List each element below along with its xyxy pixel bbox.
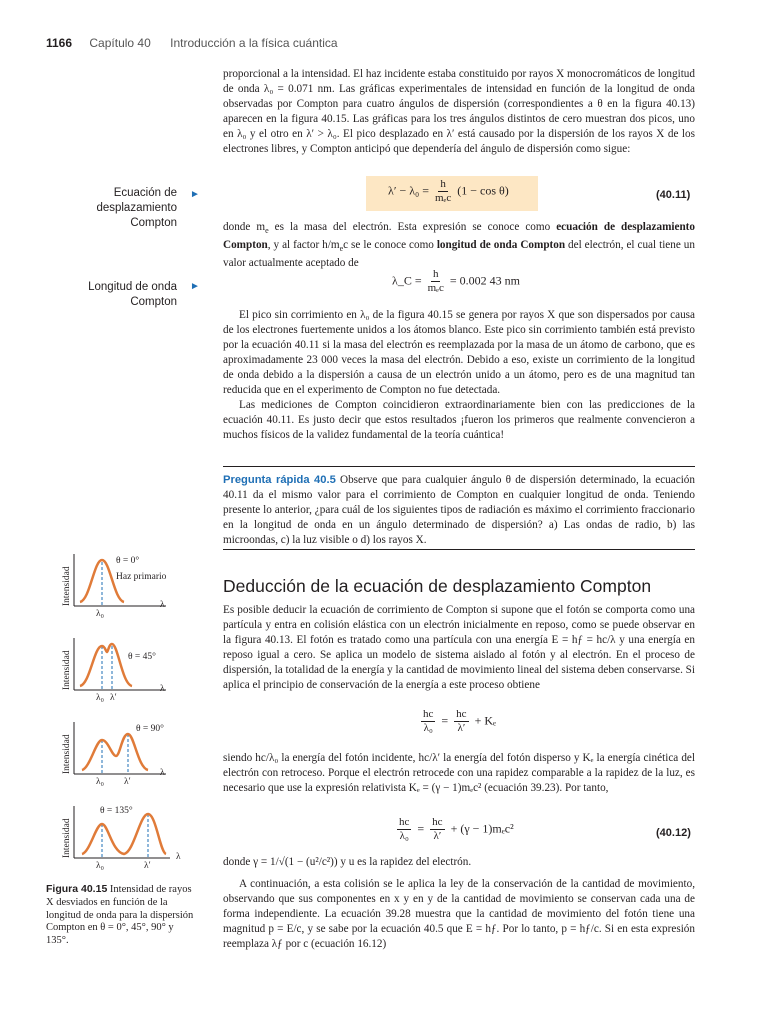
lambdap-label: λ′ xyxy=(110,693,117,703)
lambda0-label: λ₀ xyxy=(96,861,104,871)
intensity-curve xyxy=(82,734,148,770)
caption-label: Figura 40.15 xyxy=(46,883,108,895)
fraction-numerator: hc xyxy=(432,816,443,828)
figure-caption xyxy=(46,883,196,948)
equation-number-40-12: (40.12) xyxy=(656,827,691,839)
lambda0-label: λ₀ xyxy=(96,609,104,619)
equation-40-11 xyxy=(388,178,509,205)
fraction-numerator: hc xyxy=(423,708,434,720)
fraction-denominator: mₑc xyxy=(434,192,452,204)
paragraph-compton-definition xyxy=(223,220,695,271)
fraction xyxy=(454,708,468,735)
page-number: 1166 xyxy=(46,36,73,50)
equation-number-40-11: (40.11) xyxy=(656,189,691,201)
divider xyxy=(223,466,695,467)
intro-text: proporcional a la intensidad. El haz incidente estaba constituido por rayos X monocromáticos de longitud de onda λ₀ = 0.071 nm. Las gráficas experimentales de intensidad en función de la longitud de onda observadas por Compton para cuatro ángulos de dispersión (correspondientes a θ en la figura 40.13) aparecen en la figura 40.15. Las gráficas para los tres ángulos distintos de cero muestran dos picos, uno en λ₀ y el otro en λ′ > λ₀. El pico desplazado en λ′ está causado por la dispersión de los rayos X de los electrones libres, y Compton anticipó que dependería del ángulo de dispersión como sigue: xyxy=(223,68,695,155)
margin-note-compton-shift: Ecuación de desplazamiento Compton xyxy=(96,187,177,229)
angle-label: θ = 90° xyxy=(136,724,164,734)
angle-label: θ = 135° xyxy=(100,806,133,816)
x-axis-label: λ xyxy=(160,768,165,778)
fraction-denominator: λ′ xyxy=(457,722,466,734)
page-header xyxy=(46,36,338,50)
intensity-curve xyxy=(80,644,132,686)
derivation-text: Es posible deducir la ecuación de corrimiento de Compton si supone que el fotón se comporta como una partícula y entra en colisión elástica con un electrón inicialmente en reposo, como se puede observar en la figura 40.13. El fotón es tratado como una partícula con una energía E = hƒ = hc/λ y una energía en reposo igual a cero. Se aplica un modelo de sistema aislado al fotón y al electrón. En el proceso de dispersión, la totalidad de la energía y la cantidad de movimiento lineal del sistema deben conservarse. Si aplica el principio de conservación de la energía a este proceso obtiene xyxy=(223,604,696,691)
fraction-numerator: h xyxy=(432,268,439,280)
quick-quiz xyxy=(223,473,695,548)
definition-text: donde $m_e$ es la masa del electrón. Esta expresión se conoce como ecuación de desplazamiento Compton, y al factor $h/m_ec$ se le conoce como longitud de onda Compton del electrón, el cual tiene un valor actualmente aceptado de xyxy=(223,221,696,270)
text-segment: del electrón, el cual tiene un valor actualmente aceptado de xyxy=(223,239,695,270)
chapter-label: Capítulo 40 xyxy=(89,36,151,50)
quick-quiz-label: Pregunta rápida 40.5 xyxy=(223,474,336,486)
lambdap-label: λ′ xyxy=(144,861,151,871)
angle-label: θ = 0° xyxy=(116,556,140,566)
chapter-title: Introducción a la física cuántica xyxy=(170,36,338,50)
x-axis-label: λ xyxy=(160,600,165,610)
fraction-denominator: mₑc xyxy=(427,282,444,294)
divider xyxy=(223,549,695,550)
equation-40-12 xyxy=(394,816,514,843)
eq-tail: + (γ − 1)mₑc² xyxy=(450,821,514,836)
figure-panel-45 xyxy=(60,632,190,708)
arrow-right-icon: ► xyxy=(190,281,200,292)
paragraph-momentum xyxy=(223,877,695,952)
eq-right: = 0.002 43 nm xyxy=(449,273,520,288)
quick-quiz-text xyxy=(223,473,695,548)
margin-note-compton-wavelength: Longitud de onda Compton xyxy=(88,281,177,308)
arrow-right-icon: ► xyxy=(190,189,200,200)
figure-panel-135 xyxy=(60,800,190,876)
fraction-denominator: λ′ xyxy=(433,830,442,842)
y-axis-label: Intensidad xyxy=(62,734,72,774)
bold-term-compton-shift: ecuación de desplazamiento Compton xyxy=(223,221,696,252)
paragraph-energies xyxy=(223,751,695,796)
paragraph-gamma xyxy=(223,855,695,870)
eq-right: (1 − cos θ) xyxy=(457,183,509,198)
caption-text: Intensidad de rayos X desviados en función de la longitud de onda para la dispersión Compton en θ = 0°, 45°, 90° y 135°. xyxy=(46,884,194,947)
fraction xyxy=(421,708,435,735)
y-axis-label: Intensidad xyxy=(62,566,72,606)
lambda0-label: λ₀ xyxy=(96,777,104,787)
figure-panel-0 xyxy=(60,548,190,624)
fraction-denominator: λ₀ xyxy=(423,722,433,734)
lambdap-label: λ′ xyxy=(124,777,131,787)
eq-tail: + Kₑ xyxy=(474,713,497,728)
eq-equals: = xyxy=(417,821,425,836)
quick-quiz-body: Observe que para cualquier ángulo θ de dispersión determinado, la ecuación 40.11 da el mismo valor para el corrimiento de Compton en cualquier longitud de onda. Teniendo presente lo anterior, ¿para cuál de los siguientes tipos de radiación es máximo el corrimiento fraccionario en la longitud de onda en un ángulo determinado de dispersión? a) Las ondas de radio, b) las microondas, c) la luz visible o d) los rayos X. xyxy=(223,474,695,546)
primary-beam-label: Haz primario xyxy=(116,572,167,582)
fraction xyxy=(397,816,411,843)
fraction xyxy=(430,816,444,843)
bold-term-compton-wavelength: longitud de onda Compton xyxy=(436,239,566,252)
fraction-numerator: hc xyxy=(456,708,467,720)
y-axis-label: Intensidad xyxy=(62,818,72,858)
y-axis-label: Intensidad xyxy=(62,650,72,690)
energies-text: siendo hc/λ₀ la energía del fotón incidente, hc/λ′ la energía del fotón disperso y Kₑ la energía cinética del electrón con retroceso. Porque el electrón retrocede con una rapidez comparable a la rapidez de la luz, es necesario que use la expresión relativista Kₑ = (γ − 1)mₑc² (ecuación 39.23). Por tanto, xyxy=(223,752,695,794)
text-segment: donde m xyxy=(223,221,266,233)
section-title: Deducción de la ecuación de desplazamiento Compton xyxy=(223,576,652,596)
text-segment: es la masa del electrón. Esta expresión se conoce como xyxy=(268,221,557,233)
gamma-text: donde γ = 1/√(1 − (u²/c²)) y u es la rapidez del electrón. xyxy=(223,856,472,868)
paragraph-unshifted-peak xyxy=(223,308,695,443)
panel-plot xyxy=(60,632,190,708)
x-axis-label: λ xyxy=(160,684,165,694)
eq-left: λ′ − λ₀ = xyxy=(388,183,429,198)
fraction xyxy=(428,268,444,295)
momentum-text: A continuación, a esta colisión se le aplica la ley de la conservación de la cantidad de movimiento, observando que sus componentes en x y en y de la cantidad de movimiento se conservan cada una de forma independiente. La ecuación 39.28 muestra que la cantidad de movimiento del fotón tiene una magnitud p = E/c, y se sabe por la ecuación 40.5 que E = hƒ. Por lo tanto, p = hƒ/c. Si en esta expresión reemplaza λƒ por c (ecuación 16.12) xyxy=(223,878,695,950)
fraction-numerator: hc xyxy=(399,816,410,828)
text-segment: , y al factor h/m xyxy=(267,239,340,252)
fraction-numerator: h xyxy=(440,178,446,190)
paragraph-intro xyxy=(223,67,695,157)
equation-energy-conservation xyxy=(418,708,496,735)
equation-compton-wavelength xyxy=(392,268,520,295)
text-segment: c se le conoce como xyxy=(343,239,437,252)
measurements-text: Las mediciones de Compton coincidieron extraordinariamente bien con las predicciones de la ecuación 40.11. Es justo decir que estos resultados ¡fueron los primeros que realmente convencieron a muchos físicos de la validez fundamental de la teoría cuántica! xyxy=(223,399,695,441)
fraction xyxy=(435,178,451,205)
unshifted-peak-text: El pico sin corrimiento en λ₀ de la figura 40.15 se genera por rayos X que son dispersados por causa de los electrones fuertemente unidos a los átomos blanco. Este pico sin corrimiento también está previsto por la ecuación 40.11 si la masa del electrón es reemplazada por la masa de un átomo de carbono, que es aproximadamente 23 000 veces la masa del electrón. Debido a eso, existe un corrimiento de la longitud de onda debido a la dispersión a causa de un electrón unido a un átomo, pero es de una magnitud tan reducida que en el experimento de Compton no fue detectada. xyxy=(223,309,695,396)
eq-left: λ_C = xyxy=(392,273,422,288)
eq-equals: = xyxy=(441,713,449,728)
angle-label: θ = 45° xyxy=(128,652,156,662)
figure-panel-90 xyxy=(60,716,190,792)
lambda0-label: λ₀ xyxy=(96,693,104,703)
x-axis-label: λ xyxy=(176,852,181,862)
paragraph-derivation xyxy=(223,603,695,693)
intensity-curve xyxy=(82,814,166,854)
fraction-denominator: λ₀ xyxy=(399,830,409,842)
